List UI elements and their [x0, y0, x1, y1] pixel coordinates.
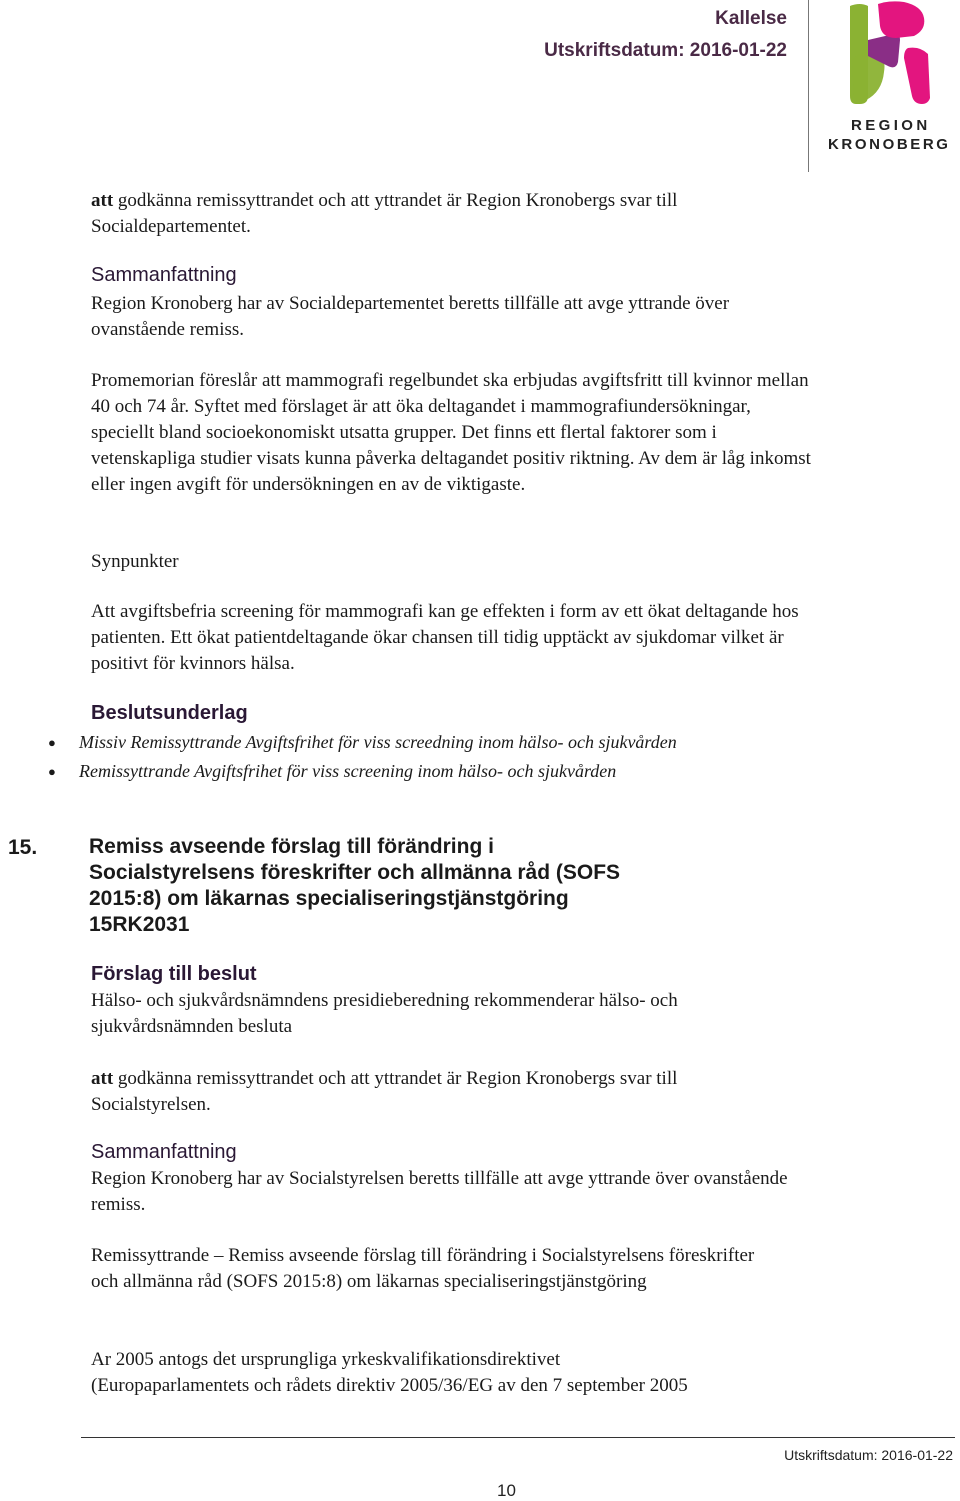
- region-kronoberg-logo-icon: [838, 0, 938, 106]
- bullet-dot: ●: [48, 764, 56, 779]
- directive-paragraph: [91, 1347, 811, 1399]
- beslutsunderlag-heading: Beslutsunderlag: [91, 702, 248, 724]
- att-text: godkänna remissyttrandet och att yttrandet är Region Kronobergs svar till: [117, 1068, 678, 1089]
- forslag-heading: Förslag till beslut: [91, 963, 257, 985]
- beslutsunderlag-item-1[interactable]: Missiv Remissyttrande Avgiftsfrihet för viss screedning inom hälso- och sjukvården: [79, 732, 677, 752]
- sammanfattning-text-2: Region Kronoberg har av Socialstyrelsen beretts tillfälle att avge yttrande över ovanstående remiss.: [91, 1168, 788, 1215]
- sammanfattning-text: Region Kronoberg har av Socialdepartementet beretts tillfälle att avge yttrande över ovanstående remiss.: [91, 293, 730, 340]
- sammanfattning-heading: Sammanfattning: [91, 264, 237, 286]
- footer-print-date: Utskriftsdatum: 2016-01-22: [784, 1447, 953, 1463]
- att-text: godkänna remissyttrandet och att yttrandet är Region Kronobergs svar till: [117, 190, 678, 211]
- page-number: 10: [497, 1481, 516, 1500]
- synpunkter-heading: Synpunkter: [91, 551, 179, 572]
- att-text-continued: Socialdepartementet.: [91, 216, 251, 237]
- att-text-continued: Socialstyrelsen.: [91, 1094, 211, 1115]
- forslag-text: Hälso- och sjukvårdsnämndens presidieberedning rekommenderar hälso- och sjukvårdsnämnden besluta: [91, 990, 678, 1037]
- synpunkter-text: Att avgiftsbefria screening för mammografi kan ge effekten i form av ett ökat deltagande hos patienten. Ett ökat patientdeltagande ökar chansen till tidig upptäckt av sjukdomar vilket är positivt för kvinnors hälsa.: [91, 601, 799, 674]
- remissyttrande-paragraph: Remissyttrande – Remiss avseende förslag till förändring i Socialstyrelsens föreskrifter och allmänna råd (SOFS 2015:8) om läkarnas specialiseringstjänstgöring: [91, 1245, 755, 1292]
- item-number: 15.: [8, 836, 38, 859]
- footer-divider: [81, 1437, 955, 1438]
- logo-text-kronoberg: KRONOBERG: [828, 136, 951, 153]
- att-keyword: att: [91, 1068, 114, 1089]
- att-keyword: att: [91, 190, 114, 211]
- bullet-dot: ●: [48, 735, 56, 750]
- directive-line-1: Ar 2005 antogs det ursprungliga yrkeskvalifikationsdirektivet: [91, 1349, 561, 1370]
- decision-att-paragraph: [91, 188, 811, 240]
- beslutsunderlag-item-2[interactable]: Remissyttrande Avgiftsfrihet för viss screening inom hälso- och sjukvården: [79, 761, 617, 781]
- print-date: Utskriftsdatum: 2016-01-22: [544, 40, 787, 61]
- item-title: Remiss avseende förslag till förändring i Socialstyrelsens föreskrifter och allmänna råd (SOFS 2015:8) om läkarnas specialiseringstjänstgöring 15RK2031: [89, 835, 621, 936]
- sammanfattning-heading-2: Sammanfattning: [91, 1141, 237, 1163]
- logo-text-region: REGION: [851, 117, 931, 134]
- document-type-title: Kallelse: [715, 8, 787, 29]
- directive-line-2: (Europaparlamentets och rådets direktiv 2005/36/EG av den 7 september 2005: [91, 1375, 688, 1396]
- logo-divider: [808, 0, 809, 172]
- promemoria-paragraph: Promemorian föreslår att mammografi regelbundet ska erbjudas avgiftsfritt till kvinnor mellan 40 och 74 år. Syftet med förslaget är att öka deltagandet i mammografiundersökningar, speciellt bland socioekonomiskt utsatta grupper. Det finns ett flertal faktorer som i vetenskapliga studier visats kunna påverka deltagandet positiv riktning. Av dem är låg inkomst eller ingen avgift för undersökningen en av de viktigaste.: [91, 370, 811, 495]
- decision-att-paragraph-2: [91, 1066, 811, 1118]
